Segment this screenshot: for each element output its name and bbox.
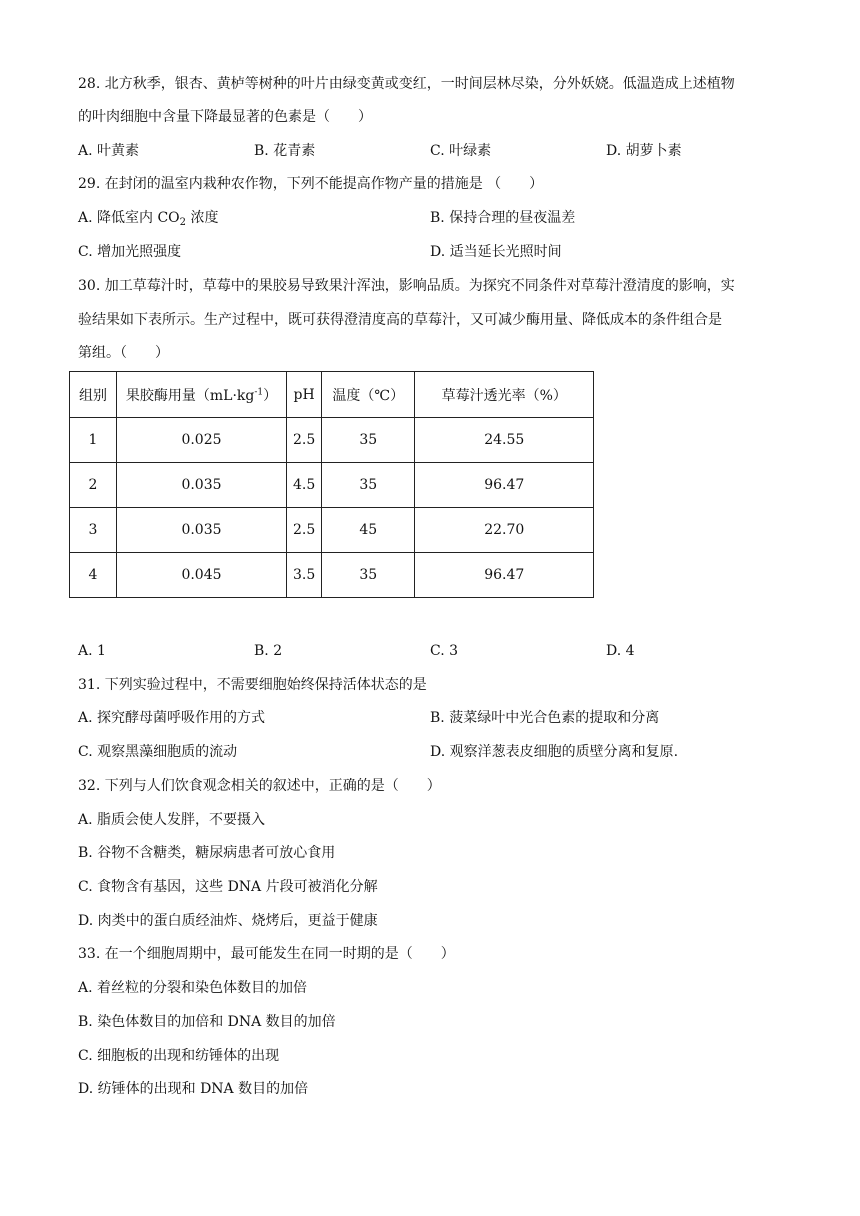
q33-stem: 33. 在一个细胞周期中，最可能发生在同一时期的是（ ） <box>78 946 455 962</box>
cell-enzyme: 0.035 <box>117 463 287 508</box>
q33-option-c: C. 细胞板的出现和纺锤体的出现 <box>78 1048 280 1064</box>
q32-option-a: A. 脂质会使人发胖，不要摄入 <box>78 812 266 828</box>
cell-transmittance: 96.47 <box>415 463 594 508</box>
header-enzyme: 果胶酶用量$(mL\cdot kg^{-1})$ <box>117 372 287 418</box>
q30-stem-line2: 验结果如下表所示。生产过程中，既可获得澄清度高的草莓汁，又可减少酶用量、降低成本的条件组合是 <box>78 312 722 328</box>
cell-enzyme: 0.045 <box>117 553 287 598</box>
q32-option-b: B. 谷物不含糖类，糖尿病患者可放心食用 <box>78 845 336 861</box>
cell-enzyme: 0.025 <box>117 418 287 463</box>
q31-stem: 31. 下列实验过程中，不需要细胞始终保持活体状态的是 <box>78 677 427 693</box>
cell-temperature: 45 <box>322 508 415 553</box>
q31-option-d: D. 观察洋葱表皮细胞的质壁分离和复原. <box>430 744 679 760</box>
q28-option-b: B. 花青素 <box>254 143 316 159</box>
cell-group: 3 <box>70 508 117 553</box>
q33-option-b: B. 染色体数目的加倍和 DNA 数目的加倍 <box>78 1014 336 1030</box>
cell-group: 4 <box>70 553 117 598</box>
q30-stem-line3: 第组。（ ） <box>78 345 169 361</box>
table-row <box>70 553 594 598</box>
table-row <box>70 418 594 463</box>
q28-option-a: A. 叶黄素 <box>78 143 140 159</box>
q32-option-c: C. 食物含有基因，这些 DNA 片段可被消化分解 <box>78 879 378 895</box>
table-row <box>70 463 594 508</box>
q31-option-c: C. 观察黑藻细胞质的流动 <box>78 744 238 760</box>
cell-enzyme: 0.035 <box>117 508 287 553</box>
q30-option-c: C. 3 <box>430 643 459 659</box>
cell-ph: 3.5 <box>287 553 322 598</box>
q31-option-b: B. 菠菜绿叶中光合色素的提取和分离 <box>430 710 660 726</box>
q29-stem: 29. 在封闭的温室内栽种农作物，下列不能提高作物产量的措施是 （ ） <box>78 176 544 192</box>
q30-option-a: A. 1 <box>78 643 106 659</box>
cell-ph: 2.5 <box>287 418 322 463</box>
cell-temperature: 35 <box>322 463 415 508</box>
q28-option-c: C. 叶绿素 <box>430 143 492 159</box>
q29-option-a: A. 降低室内 $CO_2$ 浓度 <box>78 210 219 228</box>
q33-option-d: D. 纺锤体的出现和 DNA 数目的加倍 <box>78 1081 309 1097</box>
table-header-row <box>70 372 594 418</box>
table-row <box>70 508 594 553</box>
q28-stem-line2: 的叶肉细胞中含量下降最显著的色素是（ ） <box>78 109 372 125</box>
q28-option-d: D. 胡萝卜素 <box>606 143 682 159</box>
q29-option-c: C. 增加光照强度 <box>78 244 182 260</box>
q29-option-b: B. 保持合理的昼夜温差 <box>430 210 576 226</box>
q33-option-a: A. 着丝粒的分裂和染色体数目的加倍 <box>78 980 308 996</box>
cell-group: 1 <box>70 418 117 463</box>
header-temperature: 温度（℃） <box>322 372 415 418</box>
cell-group: 2 <box>70 463 117 508</box>
cell-ph: 4.5 <box>287 463 322 508</box>
cell-ph: 2.5 <box>287 508 322 553</box>
header-group: 组别 <box>70 372 117 418</box>
q31-option-a: A. 探究酵母菌呼吸作用的方式 <box>78 710 266 726</box>
q32-stem: 32. 下列与人们饮食观念相关的叙述中，正确的是（ ） <box>78 778 441 794</box>
cell-transmittance: 24.55 <box>415 418 594 463</box>
q30-option-b: B. 2 <box>254 643 283 659</box>
q32-option-d: D. 肉类中的蛋白质经油炸、烧烤后，更益于健康 <box>78 913 378 929</box>
q29-option-d: D. 适当延长光照时间 <box>430 244 562 260</box>
q30-stem-line1: 30. 加工草莓汁时，草莓中的果胶易导致果汁浑浊，影响品质。为探究不同条件对草莓汁澄清度的影响，实 <box>78 278 735 294</box>
q30-data-table <box>69 371 594 598</box>
cell-transmittance: 22.70 <box>415 508 594 553</box>
header-ph: pH <box>287 372 322 418</box>
cell-temperature: 35 <box>322 418 415 463</box>
header-transmittance: 草莓汁透光率（%） <box>415 372 594 418</box>
q30-option-d: D. 4 <box>606 643 635 659</box>
cell-temperature: 35 <box>322 553 415 598</box>
q28-stem-line1: 28. 北方秋季，银杏、黄栌等树种的叶片由绿变黄或变红，一时间层林尽染，分外妖娆。低温造成上述植物 <box>78 76 735 92</box>
cell-transmittance: 96.47 <box>415 553 594 598</box>
